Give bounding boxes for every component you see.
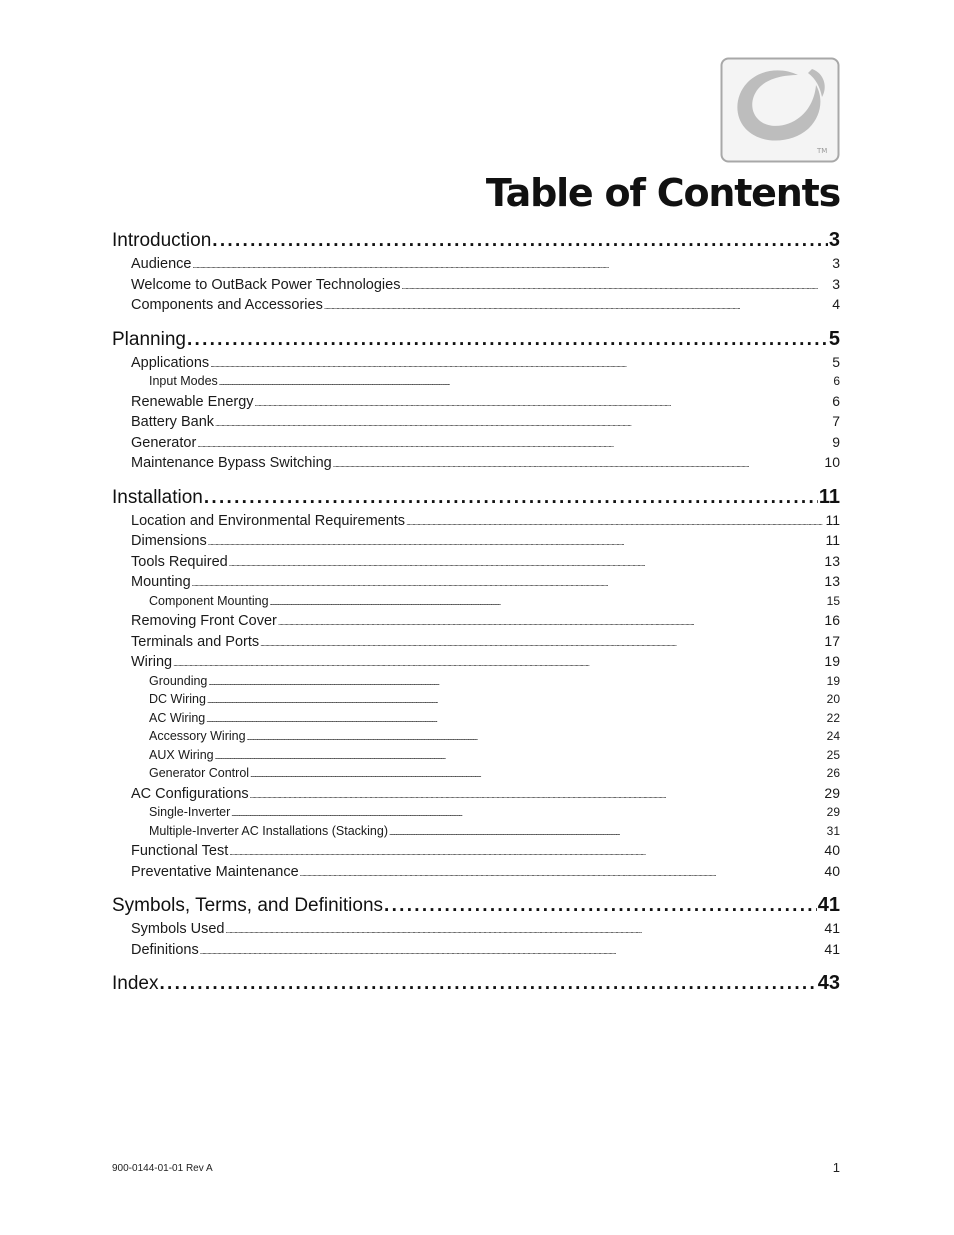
toc-entry[interactable]	[112, 276, 840, 297]
toc-entry-page: 22	[826, 710, 840, 725]
toc-entry-title: DC Wiring	[149, 692, 206, 706]
toc-entry-title: Mounting	[131, 574, 191, 590]
toc-dot-leader	[200, 947, 824, 956]
toc-dot-leader	[206, 717, 825, 724]
toc-entry-title: Planning	[112, 328, 186, 350]
toc-entry[interactable]	[112, 920, 840, 941]
toc-entry[interactable]	[112, 553, 840, 574]
toc-entry[interactable]	[112, 532, 840, 553]
toc-entry-title: Preventative Maintenance	[131, 863, 299, 880]
toc-entry-page: 7	[832, 413, 840, 429]
logo-trademark: TM	[817, 147, 828, 155]
toc-entry[interactable]	[112, 229, 840, 255]
toc-entry-title: Renewable Energy	[131, 393, 254, 410]
toc-entry[interactable]	[112, 296, 840, 317]
toc-entry-page: 29	[824, 784, 840, 801]
toc-entry-page: 43	[817, 972, 840, 994]
toc-entry-title: AUX Wiring	[149, 747, 214, 762]
page-title: Table of Contents	[485, 171, 840, 215]
toc-entry-page: 11	[825, 511, 840, 528]
toc-entry-page: 17	[824, 632, 840, 649]
toc-entry-title: Introduction	[112, 230, 212, 251]
toc-entry[interactable]	[112, 434, 840, 455]
toc-entry-page: 10	[824, 454, 840, 470]
toc-dot-leader	[300, 869, 824, 878]
toc-dot-leader	[210, 360, 831, 369]
toc-dot-leader	[229, 559, 824, 568]
toc-entry[interactable]	[112, 486, 840, 512]
toc-entry-page: 3	[832, 275, 840, 292]
toc-entry-title: Maintenance Bypass Switching	[131, 455, 332, 471]
toc-entry-title: Index	[112, 973, 159, 994]
toc-entry-page: 13	[824, 552, 840, 569]
toc-entry-page: 19	[826, 673, 840, 688]
toc-entry-page: 15	[826, 593, 840, 608]
toc-dot-leader	[212, 230, 828, 252]
toc-dot-leader	[187, 329, 828, 351]
toc-dot-leader	[250, 791, 824, 800]
toc-entry[interactable]	[112, 354, 840, 375]
toc-dot-leader	[159, 973, 816, 995]
toc-dot-leader	[208, 538, 825, 547]
toc-entry[interactable]	[112, 729, 840, 748]
table-of-contents	[112, 229, 840, 998]
outback-logo-icon	[720, 57, 840, 163]
toc-entry-page: 25	[826, 747, 840, 762]
toc-dot-leader	[204, 487, 818, 509]
toc-dot-leader	[215, 419, 831, 428]
toc-entry-page: 9	[832, 433, 840, 450]
toc-entry[interactable]	[112, 894, 840, 920]
toc-entry-page: 24	[826, 729, 840, 743]
toc-entry-title: Terminals and Ports	[131, 633, 260, 650]
toc-entry-title: Symbols, Terms, and Definitions	[112, 895, 384, 916]
toc-entry-title: Audience	[131, 256, 192, 272]
toc-entry-title: Location and Environmental Requirements	[131, 512, 406, 529]
toc-dot-leader	[406, 518, 824, 527]
toc-entry[interactable]	[112, 612, 840, 633]
toc-entry-title: Applications	[131, 354, 210, 371]
toc-entry[interactable]	[112, 863, 840, 884]
toc-dot-leader	[192, 261, 831, 270]
toc-entry[interactable]	[112, 972, 840, 998]
toc-entry-page: 29	[826, 805, 840, 819]
toc-entry[interactable]	[112, 512, 840, 533]
toc-entry-page: 3	[828, 229, 840, 251]
toc-dot-leader	[250, 772, 826, 779]
toc-entry[interactable]	[112, 674, 840, 693]
toc-entry-page: 41	[824, 920, 840, 936]
toc-entry-page: 3	[832, 255, 840, 271]
toc-entry-page: 11	[818, 485, 840, 508]
toc-dot-leader	[219, 380, 833, 387]
toc-entry[interactable]	[112, 328, 840, 354]
toc-dot-leader	[229, 848, 823, 857]
toc-entry-title: Tools Required	[131, 553, 228, 570]
toc-entry-title: Definitions	[131, 941, 199, 958]
toc-entry-page: 41	[817, 894, 840, 916]
toc-dot-leader	[384, 895, 817, 917]
toc-entry[interactable]	[112, 374, 840, 393]
toc-entry-title: Dimensions	[131, 533, 207, 549]
toc-entry[interactable]	[112, 785, 840, 806]
toc-entry-title: AC Wiring	[149, 710, 206, 725]
toc-entry-title: Generator	[131, 434, 197, 451]
toc-entry-page: 40	[824, 842, 840, 858]
toc-dot-leader	[255, 399, 832, 408]
toc-entry[interactable]	[112, 766, 840, 785]
document-number: 900-0144-01-01 Rev A	[112, 1163, 213, 1174]
toc-entry[interactable]	[112, 255, 840, 276]
toc-dot-leader	[207, 698, 826, 705]
toc-entry-page: 20	[826, 692, 840, 706]
toc-entry-page: 40	[824, 862, 840, 879]
toc-entry-title: Installation	[112, 486, 203, 508]
toc-entry-title: AC Configurations	[131, 785, 249, 802]
toc-entry[interactable]	[112, 413, 840, 434]
page-number: 1	[832, 1160, 840, 1175]
toc-entry-title: Wiring	[131, 654, 173, 670]
toc-entry-page: 41	[824, 940, 840, 957]
toc-entry-page: 16	[824, 612, 840, 628]
toc-entry-title: Symbols Used	[131, 921, 225, 937]
toc-entry[interactable]	[112, 393, 840, 414]
toc-dot-leader	[247, 735, 826, 742]
toc-entry-title: Multiple-Inverter AC Installations (Stacking)	[149, 823, 388, 838]
toc-dot-leader	[225, 926, 823, 935]
toc-entry-page: 13	[824, 573, 840, 589]
toc-dot-leader	[173, 659, 823, 668]
toc-entry[interactable]	[112, 941, 840, 962]
toc-entry-page: 31	[826, 823, 840, 838]
toc-entry-title: Removing Front Cover	[131, 613, 277, 629]
toc-entry[interactable]	[112, 824, 840, 843]
toc-entry-page: 6	[832, 392, 840, 409]
toc-entry-title: Single-Inverter	[149, 805, 231, 819]
toc-entry[interactable]	[112, 748, 840, 767]
toc-entry-page: 6	[833, 374, 840, 388]
toc-entry[interactable]	[112, 805, 840, 824]
toc-entry-title: Functional Test	[131, 843, 229, 859]
toc-entry-title: Accessory Wiring	[149, 729, 246, 743]
toc-dot-leader	[215, 754, 826, 761]
toc-entry-title: Input Modes	[149, 374, 218, 388]
toc-entry-title: Component Mounting	[149, 593, 269, 608]
toc-dot-leader	[324, 302, 831, 311]
toc-entry[interactable]	[112, 711, 840, 730]
toc-dot-leader	[192, 579, 824, 588]
toc-dot-leader	[401, 282, 831, 291]
toc-entry[interactable]	[112, 692, 840, 711]
toc-dot-leader	[260, 639, 823, 648]
toc-entry[interactable]	[112, 573, 840, 594]
toc-dot-leader	[197, 440, 831, 449]
toc-dot-leader	[270, 600, 826, 607]
toc-entry[interactable]	[112, 653, 840, 674]
toc-dot-leader	[231, 811, 825, 818]
toc-entry-title: Generator Control	[149, 766, 250, 780]
toc-dot-leader	[208, 680, 825, 687]
toc-entry-page: 4	[832, 296, 840, 312]
toc-entry-page: 11	[825, 532, 840, 548]
toc-dot-leader	[389, 830, 826, 837]
toc-entry-title: Components and Accessories	[131, 297, 323, 313]
toc-entry[interactable]	[112, 594, 840, 613]
toc-entry[interactable]	[112, 633, 840, 654]
toc-dot-leader	[278, 618, 824, 627]
toc-entry-page: 5	[832, 353, 840, 370]
toc-entry-page: 5	[828, 327, 840, 350]
toc-entry-title: Battery Bank	[131, 414, 215, 430]
toc-entry[interactable]	[112, 842, 840, 863]
toc-entry-page: 26	[826, 766, 840, 780]
toc-entry-title: Welcome to OutBack Power Technologies	[131, 276, 401, 293]
toc-entry-page: 19	[824, 653, 840, 669]
toc-entry[interactable]	[112, 454, 840, 475]
toc-entry-title: Grounding	[149, 673, 208, 688]
toc-dot-leader	[333, 460, 824, 469]
